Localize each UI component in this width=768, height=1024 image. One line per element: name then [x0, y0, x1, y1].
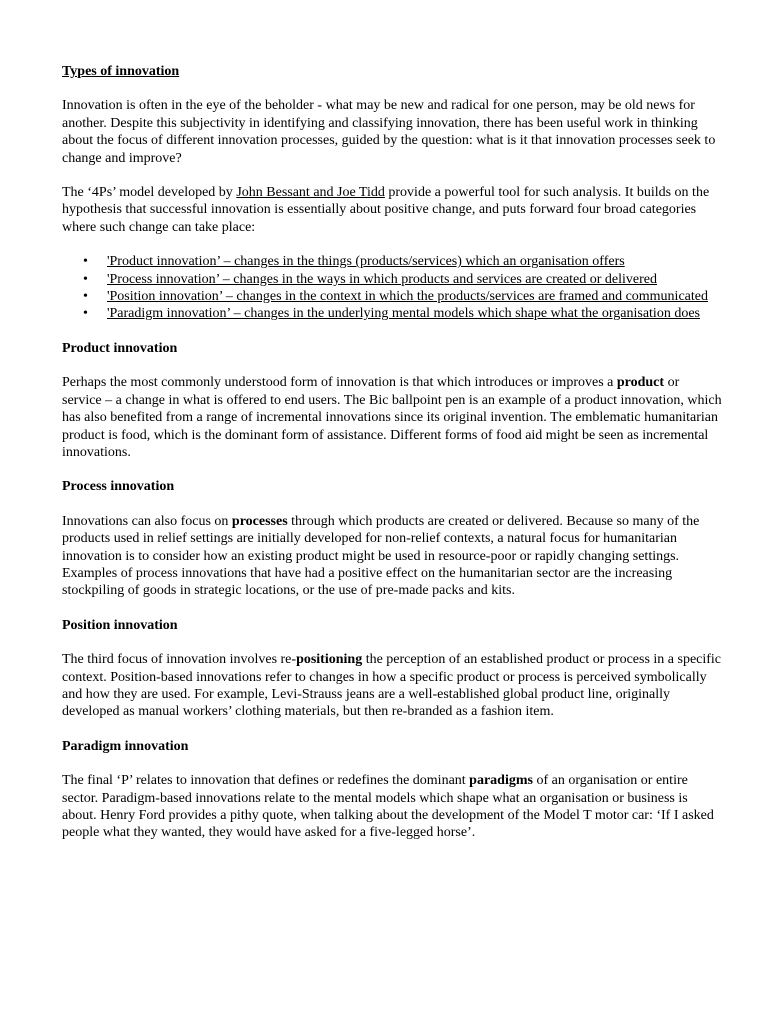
paragraph-text-after: the perception of an established product or process in a specific context. Position-based innovations refer to changes in how a specific product or process is perceived symbolically and how they are used. For example, Levi-Strauss jeans are a well-established global product line, originally developed as manual workers’ clothing materials, but then re-branded as a fashion item.: [62, 652, 722, 720]
list-item-text[interactable]: 'Process innovation’ – changes in the ways in which products and services are created or delivered: [107, 271, 658, 287]
model-paragraph: [62, 184, 722, 236]
section-paragraph-process: [62, 513, 722, 600]
list-item-paradigm: [62, 305, 722, 322]
list-item-text[interactable]: 'Product innovation’ – changes in the things (products/services) which an organisation offers: [107, 254, 625, 270]
bullet-icon: •: [83, 254, 88, 270]
intro-paragraph: Innovation is often in the eye of the beholder - what may be new and radical for one person, may be old news for another. Despite this subjectivity in identifying and classifying innovation, there has been useful work in thinking about the focus of different innovation processes, guided by the question: what is it that innovation processes seek to change and improve?: [62, 98, 716, 166]
document-title: Types of innovation: [62, 64, 180, 79]
section-heading-position: Position innovation: [62, 617, 178, 633]
bullet-icon: •: [83, 306, 88, 322]
model-text-after: provide a powerful tool for such analysis. It builds on the hypothesis that successful innovation is essentially about positive change, and puts forward four broad categories where such change can take place:: [62, 185, 710, 235]
section-paragraph-paradigm: [62, 772, 722, 842]
section-paragraph-position: [62, 651, 722, 721]
bullet-icon: •: [83, 289, 88, 305]
paragraph-text-after: through which products are created or delivered. Because so many of the products used in relief settings are initially developed for non-relief contexts, a natural focus for humanitarian innovation is to consider how an existing product might be used in resource-poor or rapidly changing settings. Examples of process innovations that have had a positive effect on the humanitarian sector are the increasing stockpiling of goods in strategic locations, or the use of pre-made packs and kits.: [62, 513, 700, 599]
four-ps-list: [62, 253, 722, 323]
paragraph-text-before: Perhaps the most commonly understood form of innovation is that which introduces or improves a: [62, 375, 617, 391]
authors-link[interactable]: John Bessant and Joe Tidd: [236, 185, 385, 201]
paragraph-text-before: Innovations can also focus on: [62, 513, 232, 529]
list-item-product: [62, 253, 722, 270]
bullet-icon: •: [83, 271, 88, 287]
section-heading-product: Product innovation: [62, 340, 178, 356]
model-text-before: The ‘4Ps’ model developed by: [62, 185, 237, 201]
paragraph-bold-term: product: [616, 375, 665, 391]
list-item-position: [62, 288, 722, 305]
paragraph-text-after: or service – a change in what is offered to end users. The Bic ballpoint pen is an example of a product innovation, which has also benefited from a range of incremental innovations since its original invention. The emblematic humanitarian product is food, which is the dominant form of assistance. Different forms of food aid might be seen as incremental innovations.: [62, 375, 722, 460]
paragraph-text-after: of an organisation or entire sector. Paradigm-based innovations relate to the mental models which shape what an organisation or business is about. Henry Ford provides a pithy quote, when talking about the development of the Model T motor car: ‘If I asked people what they wanted, they would have asked for a five-legged horse’.: [62, 773, 714, 841]
document-page: [62, 60, 722, 842]
paragraph-bold-term: positioning: [296, 652, 363, 668]
paragraph-text-before: The final ‘P’ relates to innovation that defines or redefines the dominant: [62, 773, 470, 789]
list-item-text[interactable]: 'Paradigm innovation’ – changes in the underlying mental models which shape what the organisation does: [107, 306, 700, 322]
section-paragraph-product: [62, 374, 722, 461]
list-item-process: [62, 271, 722, 288]
section-heading-process: Process innovation: [62, 479, 175, 495]
paragraph-bold-term: paradigms: [469, 773, 533, 789]
section-heading-paradigm: Paradigm innovation: [62, 738, 189, 754]
list-item-text[interactable]: 'Position innovation’ – changes in the context in which the products/services are framed and communicated: [107, 289, 708, 305]
paragraph-bold-term: processes: [231, 513, 288, 529]
paragraph-text-before: The third focus of innovation involves re-: [62, 652, 297, 668]
